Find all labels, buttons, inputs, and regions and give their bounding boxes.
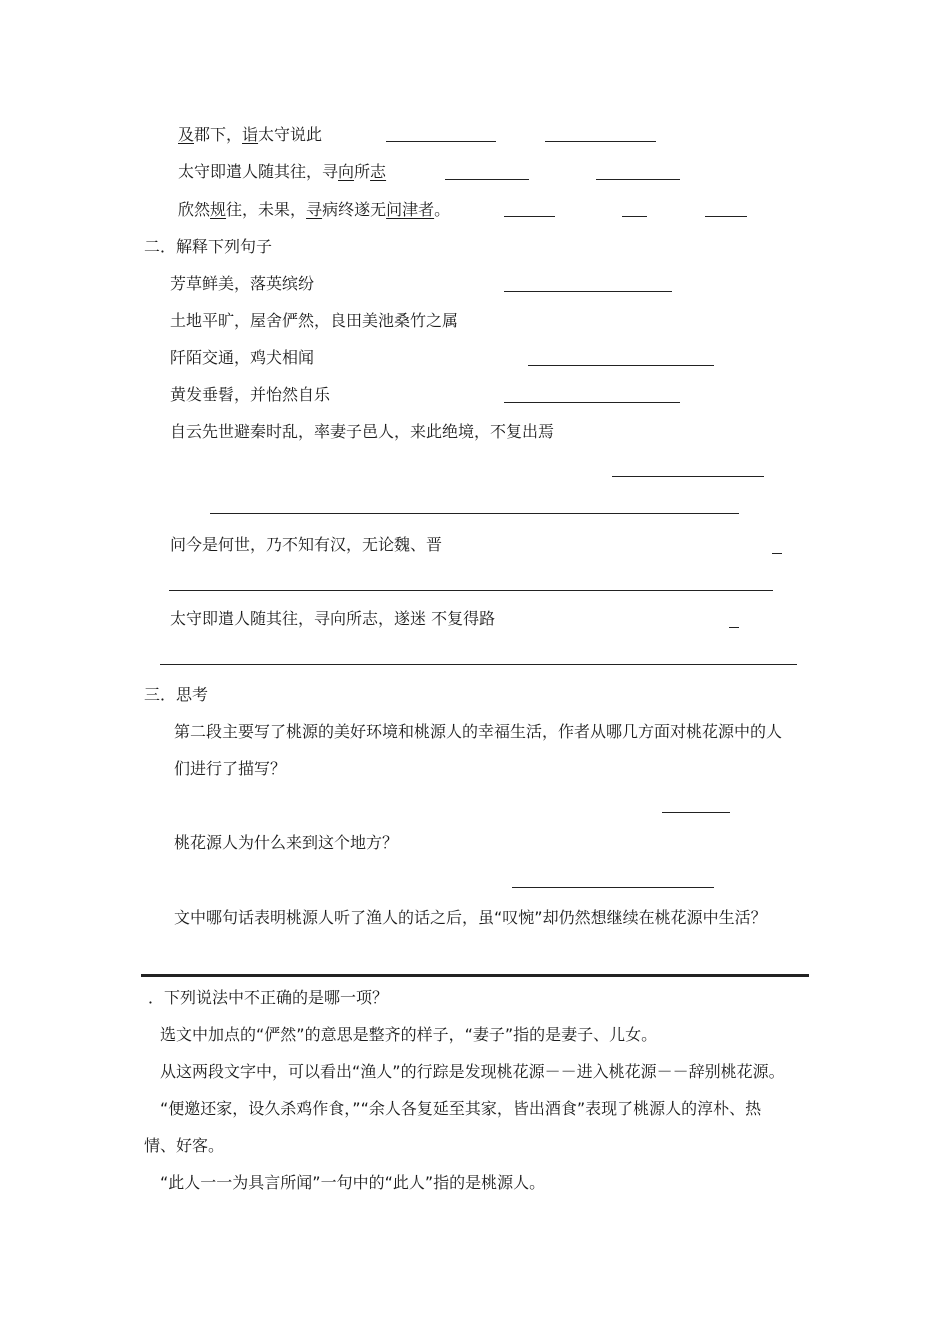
underlined-word: 寻	[306, 200, 323, 219]
answer-blank[interactable]	[504, 216, 555, 217]
answer-blank[interactable]	[504, 291, 672, 292]
sentence-item: 黄发垂髫，并怡然自乐	[170, 385, 331, 404]
sentence-item: 芳草鲜美，落英缤纷	[170, 274, 315, 293]
underlined-word: 向	[338, 162, 355, 181]
word-line-3: 欣然规往，未果，寻病终遂无问津者。	[178, 200, 451, 219]
word-line-1: 及郡下，诣太守说此	[178, 125, 323, 144]
answer-blank[interactable]	[622, 216, 647, 217]
answer-blank[interactable]	[386, 141, 496, 142]
sentence-item: 土地平旷，屋舍俨然，良田美池桑竹之属	[170, 311, 459, 330]
underlined-word: 规	[210, 200, 227, 219]
answer-blank[interactable]	[512, 887, 714, 888]
answer-blank[interactable]	[596, 179, 680, 180]
question-text: 第二段主要写了桃源的美好环境和桃源人的幸福生活，作者从哪几方面对桃花源中的人	[174, 722, 783, 741]
sentence-item: 自云先世避秦时乱，率妻子邑人，来此绝境，不复出焉	[170, 422, 555, 441]
question-text: 文中哪句话表明桃源人听了渔人的话之后，虽“叹惋”却仍然想继续在桃花源中生活？	[174, 908, 767, 927]
divider	[141, 974, 809, 977]
answer-blank[interactable]	[772, 553, 782, 554]
section-heading: 三．思考	[144, 685, 209, 704]
answer-blank[interactable]	[528, 365, 714, 366]
answer-blank[interactable]	[160, 664, 797, 665]
underlined-word: 及	[178, 125, 195, 144]
sentence-item: 太守即遣人随其往，寻向所志，遂迷 不复得路	[170, 609, 496, 628]
answer-blank[interactable]	[169, 590, 773, 591]
underlined-word: 问津者	[386, 200, 435, 219]
question-text: 们进行了描写？	[174, 759, 287, 778]
option-text: “便邀还家，设久杀鸡作食，”“余人各复延至其家，皆出酒食”表现了桃源人的淳朴、热	[160, 1099, 762, 1118]
answer-blank[interactable]	[210, 513, 739, 514]
answer-blank[interactable]	[545, 141, 656, 142]
sentence-item: 问今是何世，乃不知有汉，无论魏、晋	[170, 535, 443, 554]
answer-blank[interactable]	[612, 476, 764, 477]
underlined-word: 志	[370, 162, 387, 181]
option-text: 选文中加点的“俨然”的意思是整齐的样子，“妻子”指的是妻子、儿女。	[160, 1025, 658, 1044]
answer-blank[interactable]	[705, 216, 747, 217]
underlined-word: 诣	[242, 125, 259, 144]
sentence-item: 阡陌交通，鸡犬相闻	[170, 348, 315, 367]
answer-blank[interactable]	[445, 179, 529, 180]
word-line-2: 太守即遣人随其往，寻向所志	[178, 162, 387, 181]
answer-blank[interactable]	[662, 812, 730, 813]
option-text: “此人一一为具言所闻”一句中的“此人”指的是桃源人。	[160, 1173, 546, 1192]
answer-blank[interactable]	[504, 402, 680, 403]
question-text: ．下列说法中不正确的是哪一项？	[148, 988, 389, 1007]
answer-blank[interactable]	[729, 627, 739, 628]
option-text: 情、好客。	[144, 1136, 225, 1155]
option-text: 从这两段文字中，可以看出“渔人”的行踪是发现桃花源－－进入桃花源－－辞别桃花源。	[160, 1062, 785, 1081]
section-heading: 二．解释下列句子	[144, 237, 273, 256]
question-text: 桃花源人为什么来到这个地方？	[174, 833, 399, 852]
